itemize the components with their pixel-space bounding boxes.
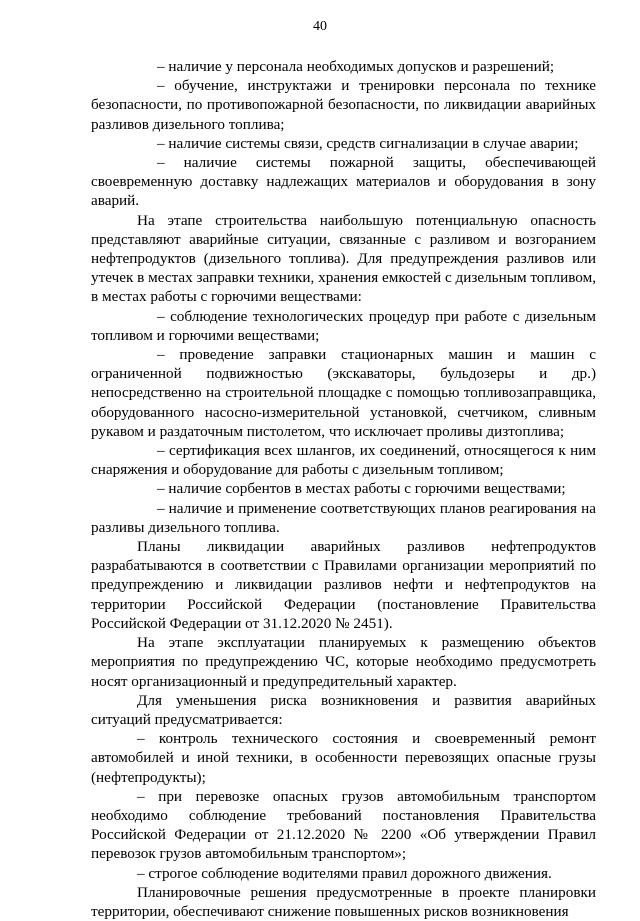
paragraph: – обучение, инструктажи и тренировки персонала по технике безопасности, по противопожарной безопасности, по ликвидации аварийных разливов дизельного топлива;: [91, 77, 596, 133]
paragraph: – наличие системы пожарной защиты, обеспечивающей своевременную доставку надлежащих материалов и оборудования в зону аварий.: [91, 154, 596, 210]
paragraph: На этапе строительства наибольшую потенциальную опасность представляют аварийные ситуации, связанные с разливом и возгоранием нефтепродуктов (дизельного топлива). Для предупреждения разливов или утечек в местах заправки техники, хранения емкостей с дизельным топливом, в местах работы с горючими веществами:: [91, 211, 596, 306]
paragraph: Планировочные решения предусмотренные в проекте планировки территории, обеспечивают снижение повышенных рисков возникновения: [91, 883, 596, 920]
paragraph: Планы ликвидации аварийных разливов нефтепродуктов разрабатываются в соответствии с Правилами организации мероприятий по предупреждению и ликвидации разливов нефти и нефтепродуктов на территории Российской Федерации (постановление Правительства Российской Федерации от 31.12.2020 № 2451).: [91, 538, 596, 632]
paragraph: – соблюдение технологических процедур при работе с дизельным топливом и горючими веществами;: [91, 307, 596, 344]
paragraph: – строгое соблюдение водителями правил дорожного движения.: [137, 864, 552, 882]
paragraph: На этапе эксплуатации планируемых к размещению объектов мероприятия по предупреждению ЧС, которые необходимо предусмотреть носят организационный и предупредительный характер.: [91, 634, 596, 690]
paragraph: – наличие сорбентов в местах работы с горючими веществами;: [157, 480, 566, 498]
paragraph: – при перевозке опасных грузов автомобильным транспортом необходимо соблюдение требований постановления Правительства Российской Федерации от 21.12.2020 № 2200 «Об утверждении Правил перевозок грузов автомобильным транспортом»;: [91, 787, 596, 863]
paragraph: – наличие у персонала необходимых допусков и разрешений;: [157, 58, 555, 75]
paragraph: – наличие системы связи, средств сигнализации в случае аварии;: [157, 134, 579, 152]
page-number: 40: [313, 19, 327, 34]
paragraph: Для уменьшения риска возникновения и развития аварийных ситуаций предусматривается:: [91, 691, 596, 728]
paragraph: – проведение заправки стационарных машин и машин с ограниченной подвижностью (экскаваторы, бульдозеры и др.) непосредственно на строительной площадке с помощью топливозаправщика, оборудованного насосно-измерительной установкой, счетчиком, сливным рукавом и раздаточным пистолетом, что исключает проливы дизтоплива;: [91, 346, 596, 440]
paragraph: – сертификация всех шлангов, их соединений, относящегося к ним снаряжения и оборудование для работы с дизельным топливом;: [91, 442, 596, 479]
paragraph: – наличие и применение соответствующих планов реагирования на разливы дизельного топлива.: [91, 499, 596, 536]
paragraph: – контроль технического состояния и своевременный ремонт автомобилей и иной техники, в особенности перевозящих опасные грузы (нефтепродукты);: [91, 730, 596, 786]
document-body: [91, 57, 596, 921]
